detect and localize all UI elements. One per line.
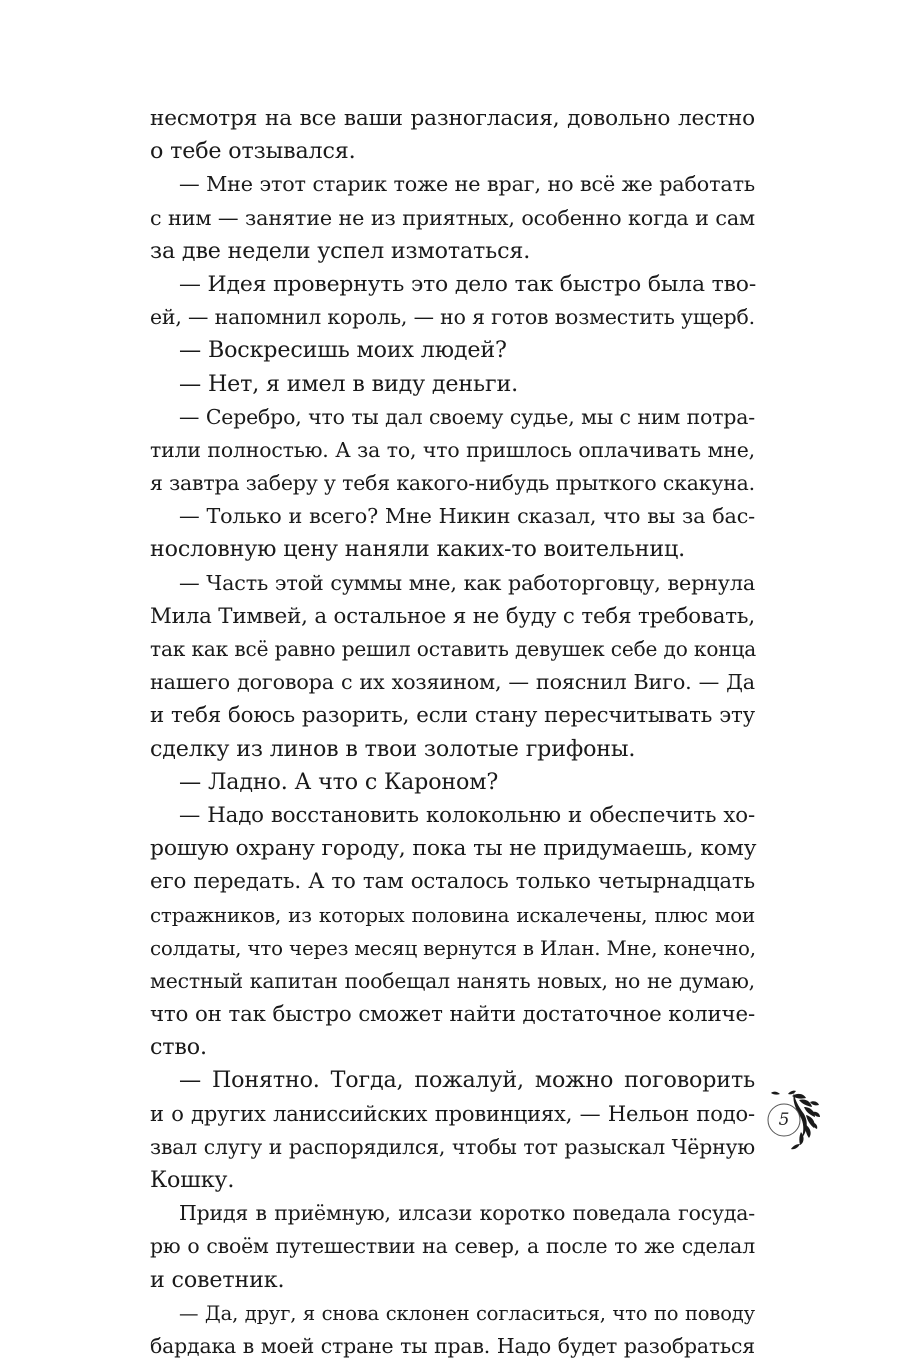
text-line: так как всё равно решил оставить девушек себе до конца xyxy=(150,637,757,661)
text-line: я завтра заберу у тебя какого-нибудь прыткого скакуна. xyxy=(150,471,755,496)
text-line: тили полностью. А за то, что пришлось оплачивать мне, xyxy=(150,437,755,462)
text-line: — Серебро, что ты дал своему судье, мы с ним потра- xyxy=(179,404,755,429)
text-line: рю о своём путешествии на север, а после то же сделал xyxy=(150,1234,755,1259)
text-line: Кошку. xyxy=(150,1167,235,1193)
text-line: несмотря на все ваши разногласия, довольно лестно xyxy=(150,106,755,131)
text-line: — Только и всего? Мне Никин сказал, что вы за бас- xyxy=(179,504,755,529)
text-line: солдаты, что через месяц вернутся в Илан. Мне, конечно, xyxy=(150,936,756,960)
text-line: — Воскресишь моих людей? xyxy=(179,337,507,364)
text-line: за две недели успел измотаться. xyxy=(150,237,531,264)
text-line: — Надо восстановить колокольню и обеспечить хо- xyxy=(179,802,755,828)
text-line: бардака в моей стране ты прав. Надо будет разобраться xyxy=(150,1333,755,1358)
text-line: рошую охрану городу, пока ты не придумаешь, кому xyxy=(150,836,757,862)
text-line: о тебе отзывался. xyxy=(150,138,356,165)
text-line: стражников, из которых половина искалечены, плюс мои xyxy=(150,903,755,927)
body-text xyxy=(150,102,755,1363)
text-line: местный капитан пообещал нанять новых, но не думаю, xyxy=(150,968,755,993)
text-line: его передать. А то там осталось только четырнадцать xyxy=(150,869,755,895)
text-line: нашего договора с их хозяином, — пояснил Виго. — Да xyxy=(150,670,755,695)
text-line: ство. xyxy=(150,1034,207,1061)
text-line: — Понятно. Тогда, пожалуй, можно поговорить xyxy=(179,1067,755,1094)
page-number-ornament xyxy=(752,1088,822,1158)
text-line: с ним — занятие не из приятных, особенно когда и сам xyxy=(150,205,755,230)
text-line: сделку из линов в твои золотые грифоны. xyxy=(150,735,636,762)
text-line: — Мне этот старик тоже не враг, но всё же работать xyxy=(179,172,755,197)
text-line: — Идея провернуть это дело так быстро была тво- xyxy=(179,271,757,297)
text-line: нословную цену наняли каких-то воительниц. xyxy=(150,536,686,563)
text-line: и о других ланиссийских провинциях, — Нельон подо- xyxy=(150,1101,755,1126)
text-line: Придя в приёмную, илсази коротко поведала госуда- xyxy=(179,1201,755,1226)
text-line: — Часть этой суммы мне, как работорговцу, вернула xyxy=(179,570,755,595)
text-line: звал слугу и распорядился, чтобы тот разыскал Чёрную xyxy=(150,1134,755,1159)
text-line: — Да, друг, я снова склонен согласиться, что по поводу xyxy=(179,1301,755,1325)
text-line: и тебя боюсь разорить, если стану пересчитывать эту xyxy=(150,703,755,729)
text-line: — Нет, я имел в виду деньги. xyxy=(179,370,518,397)
text-line: — Ладно. А что с Кароном? xyxy=(179,768,499,795)
text-line: что он так быстро сможет найти достаточное количе- xyxy=(150,1002,755,1028)
text-line: ей, — напомнил король, — но я готов возместить ущерб. xyxy=(150,305,755,330)
text-line: и советник. xyxy=(150,1266,285,1293)
text-line: Мила Тимвей, а остальное я не буду с тебя требовать, xyxy=(150,603,755,629)
page-number: 5 xyxy=(778,1110,790,1130)
